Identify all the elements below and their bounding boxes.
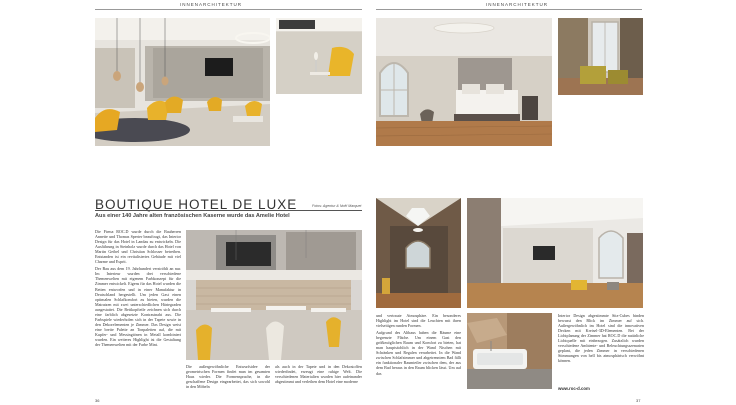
chair-detail-photo <box>276 18 362 94</box>
article-title: BOUTIQUE HOTEL DE LUXE <box>95 197 298 212</box>
body-paragraph: Der Bau aus dem 19. Jahrhundert verströhlt an nur. Im Interieur wurden drei verschiedene Themenwelten mit eigenem Farbkonzept für die Zimmer entwickelt. Eigens für das Hotel wurden die Betten entworfen und in einer Manufaktur in Deutschland hergestellt. Um jeden Gast einen optimalen Schlafkomfort zu bieten, wurden die Matratzen mit zwei unterschiedlichen Härtegraden ausgestattet. Die Bettkopfteile zeichnen sich durch eine farblich abgesetzte Kontrastnaht aus. Die Farbspiele wiederholen sich in der Tapete sowie in den Dekorelementen je Zimmer. Das Design weist eine breite Palette an Tonpaletten auf, die mit Kupfer- und Messingtönen in Metall kombiniert wurden. Ein weiteres Highlight ist die Gestaltung der Themenwelten mit der Farbe Mint. <box>95 266 181 348</box>
right-page <box>368 0 736 405</box>
article-subtitle: Aus einer 140 Jahre alten französischen Kaserne wurde das Amelie Hotel <box>95 213 290 219</box>
lounge-photo <box>95 18 270 146</box>
page-number-left: 36 <box>95 398 100 403</box>
body-paragraph: Die außergewöhnliche Entwurfsidee der geometrischen Formen findet man im gesamten Haus wieder. Die Formensprache, in die geschaffene Design eingearbeitet, das sich sowohl in den Möbeln <box>186 364 270 390</box>
body-column-5 <box>558 313 644 385</box>
body-paragraph: und vertraute Atmosphäre. Ein besonderes Highlight im Hotel sind die Leuchten mit ihren vielseitigen runden Formen. <box>376 313 461 329</box>
body-paragraph: als auch in der Tapete und in den Dekostoffen wiederfindet, erzeugt eine ruhige Welt. Die verschiedenen Materialien wurden hier aufeinander abgestimmt und verleihen dem Hotel eine moderne <box>275 364 362 385</box>
body-paragraph: Interior Design abgestimmte Sitz-Cubes binden bewusst den Blick im Zimmer auf sich. Außergewöhnlich im Hotel sind die innovativen Decken mit Kreisel-3D-Elementen. Bei der Lichtplanung der Zimmer hat ROC.D die natürliche Lichtquelle mit einbezogen. Zusätzlich wurden verschiedene Ambiente- und Beleuchtungsszenarien geplant, die jeden Zimmer in verschiedenen Stimmungen von hell bis atmosphärisch verwöhnt können. <box>558 313 644 364</box>
body-column-2 <box>186 364 270 394</box>
website-link[interactable]: www.roc-d.com <box>558 386 590 391</box>
body-paragraph: Aufgrund des Altbaus haben die Räume eine begrenzte Fläche. Um einem Gast den größtmöglichen Raum und Komfort zu bieten, hat man hauptsächlich in der Wand Nischen mit Schränken und Regalen verarbeitet. In die Wand zwischen Schlafzimmer und abgetrenntem Bad fällt ein funktionaler Raumteiler zwischen dem, der aus dem Bad heraus in den Raum blicken lässt. Um auf das <box>376 330 461 376</box>
page-number-right: 37 <box>636 398 641 403</box>
bedroom-photo <box>376 18 552 146</box>
photo-credit: Fotos: Agentur & Noël Marquet <box>312 204 362 208</box>
suite-photo <box>467 198 643 308</box>
body-column-1 <box>95 229 181 391</box>
title-rule <box>95 210 362 211</box>
header-rule-left <box>95 9 362 10</box>
body-column-4 <box>376 313 461 393</box>
window-seat-photo <box>558 18 643 95</box>
body-column-3 <box>275 364 362 394</box>
body-paragraph: Die Firma ROC.D wurde durch die Bauherren Annette und Thomas Sperter beauftragt, das Interior Design für das Hotel in Landau zu entwickeln. Die Ausführung in Steinholz wurde durch das Hotel von Martin Geibel und Christian Schlosser betreiben. Entstanden ist ein revitalisiertes Gebäude mit viel Charme und Esprit. <box>95 229 181 265</box>
attic-room-photo <box>376 198 461 308</box>
restaurant-photo <box>186 230 362 360</box>
section-header-right: INNENARCHITEKTUR <box>486 2 549 7</box>
bathroom-photo <box>467 313 552 389</box>
section-header-left: INNENARCHITEKTUR <box>180 2 243 7</box>
header-rule-right <box>376 9 642 10</box>
